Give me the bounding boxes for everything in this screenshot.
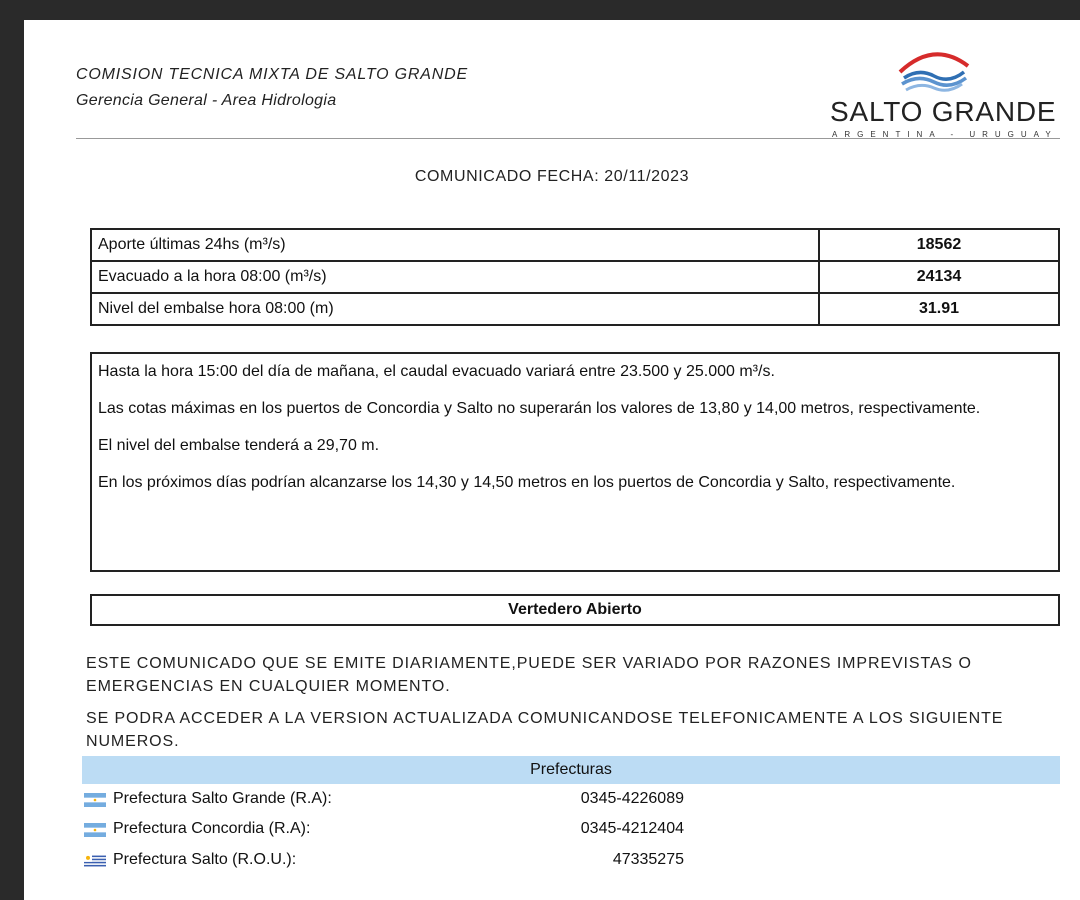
note-paragraph: Hasta la hora 15:00 del día de mañana, el caudal evacuado variará entre 23.500 y 25.000 m³/s. [98, 363, 775, 380]
prefectura-name: Prefectura Concordia (R.A): [113, 820, 311, 837]
document-page [24, 20, 1080, 900]
vertedero-status: Vertedero Abierto [90, 594, 1060, 626]
table-label: Evacuado a la hora 08:00 (m³/s) [91, 261, 819, 293]
table-row [91, 229, 1059, 261]
table-label: Nivel del embalse hora 08:00 (m) [91, 293, 819, 325]
table-value: 24134 [819, 261, 1059, 293]
prefectura-row [84, 818, 684, 842]
uruguay-flag-icon [84, 854, 106, 868]
note-paragraph: Las cotas máximas en los puertos de Concordia y Salto no superarán los valores de 13,80 y 14,00 metros, respectivamente. [98, 400, 981, 417]
prefectura-phone[interactable]: 0345-4226089 [580, 790, 684, 807]
hydrology-table [90, 228, 1060, 326]
table-row [91, 293, 1059, 325]
note-paragraph: En los próximos días podrían alcanzarse los 14,30 y 14,50 metros en los puertos de Concordia y Salto, respectivamente. [98, 474, 956, 491]
forecast-notes [90, 352, 1060, 572]
table-value: 31.91 [819, 293, 1059, 325]
argentina-flag-icon [84, 823, 106, 837]
logo-name: SALTO GRANDE [830, 96, 1057, 127]
org-title: COMISION TECNICA MIXTA DE SALTO GRANDE [76, 66, 468, 83]
note-paragraph: El nivel del embalse tenderá a 29,70 m. [98, 437, 380, 454]
contact-instruction: SE PODRA ACCEDER A LA VERSION ACTUALIZADA COMUNICANDOSE TELEFONICAMENTE A LOS SIGUIENTE NUMEROS. [86, 710, 1004, 750]
salto-grande-logo [830, 46, 1058, 146]
prefectura-phone[interactable]: 47335275 [612, 851, 684, 868]
table-label: Aporte últimas 24hs (m³/s) [91, 229, 819, 261]
prefectura-row [84, 788, 684, 812]
prefectura-row [84, 849, 684, 873]
org-subtitle: Gerencia General - Area Hidrologia [76, 92, 337, 109]
table-row [91, 261, 1059, 293]
header-divider [76, 138, 1060, 139]
prefectura-name: Prefectura Salto (R.O.U.): [113, 851, 297, 868]
prefecturas-header: Prefecturas [82, 756, 1060, 784]
prefectura-phone[interactable]: 0345-4212404 [580, 820, 684, 837]
prefectura-name: Prefectura Salto Grande (R.A): [113, 790, 332, 807]
argentina-flag-icon [84, 793, 106, 807]
logo-countries: ARGENTINA - URUGUAY [832, 130, 1058, 139]
salto-grande-logo-icon [894, 46, 974, 96]
warning-text: ESTE COMUNICADO QUE SE EMITE DIARIAMENTE,PUEDE SER VARIADO POR RAZONES IMPREVISTAS O EMERGENCIAS EN CUALQUIER MOMENTO. [86, 655, 972, 695]
table-value: 18562 [819, 229, 1059, 261]
comunicado-date: COMUNICADO FECHA: 20/11/2023 [414, 168, 690, 185]
